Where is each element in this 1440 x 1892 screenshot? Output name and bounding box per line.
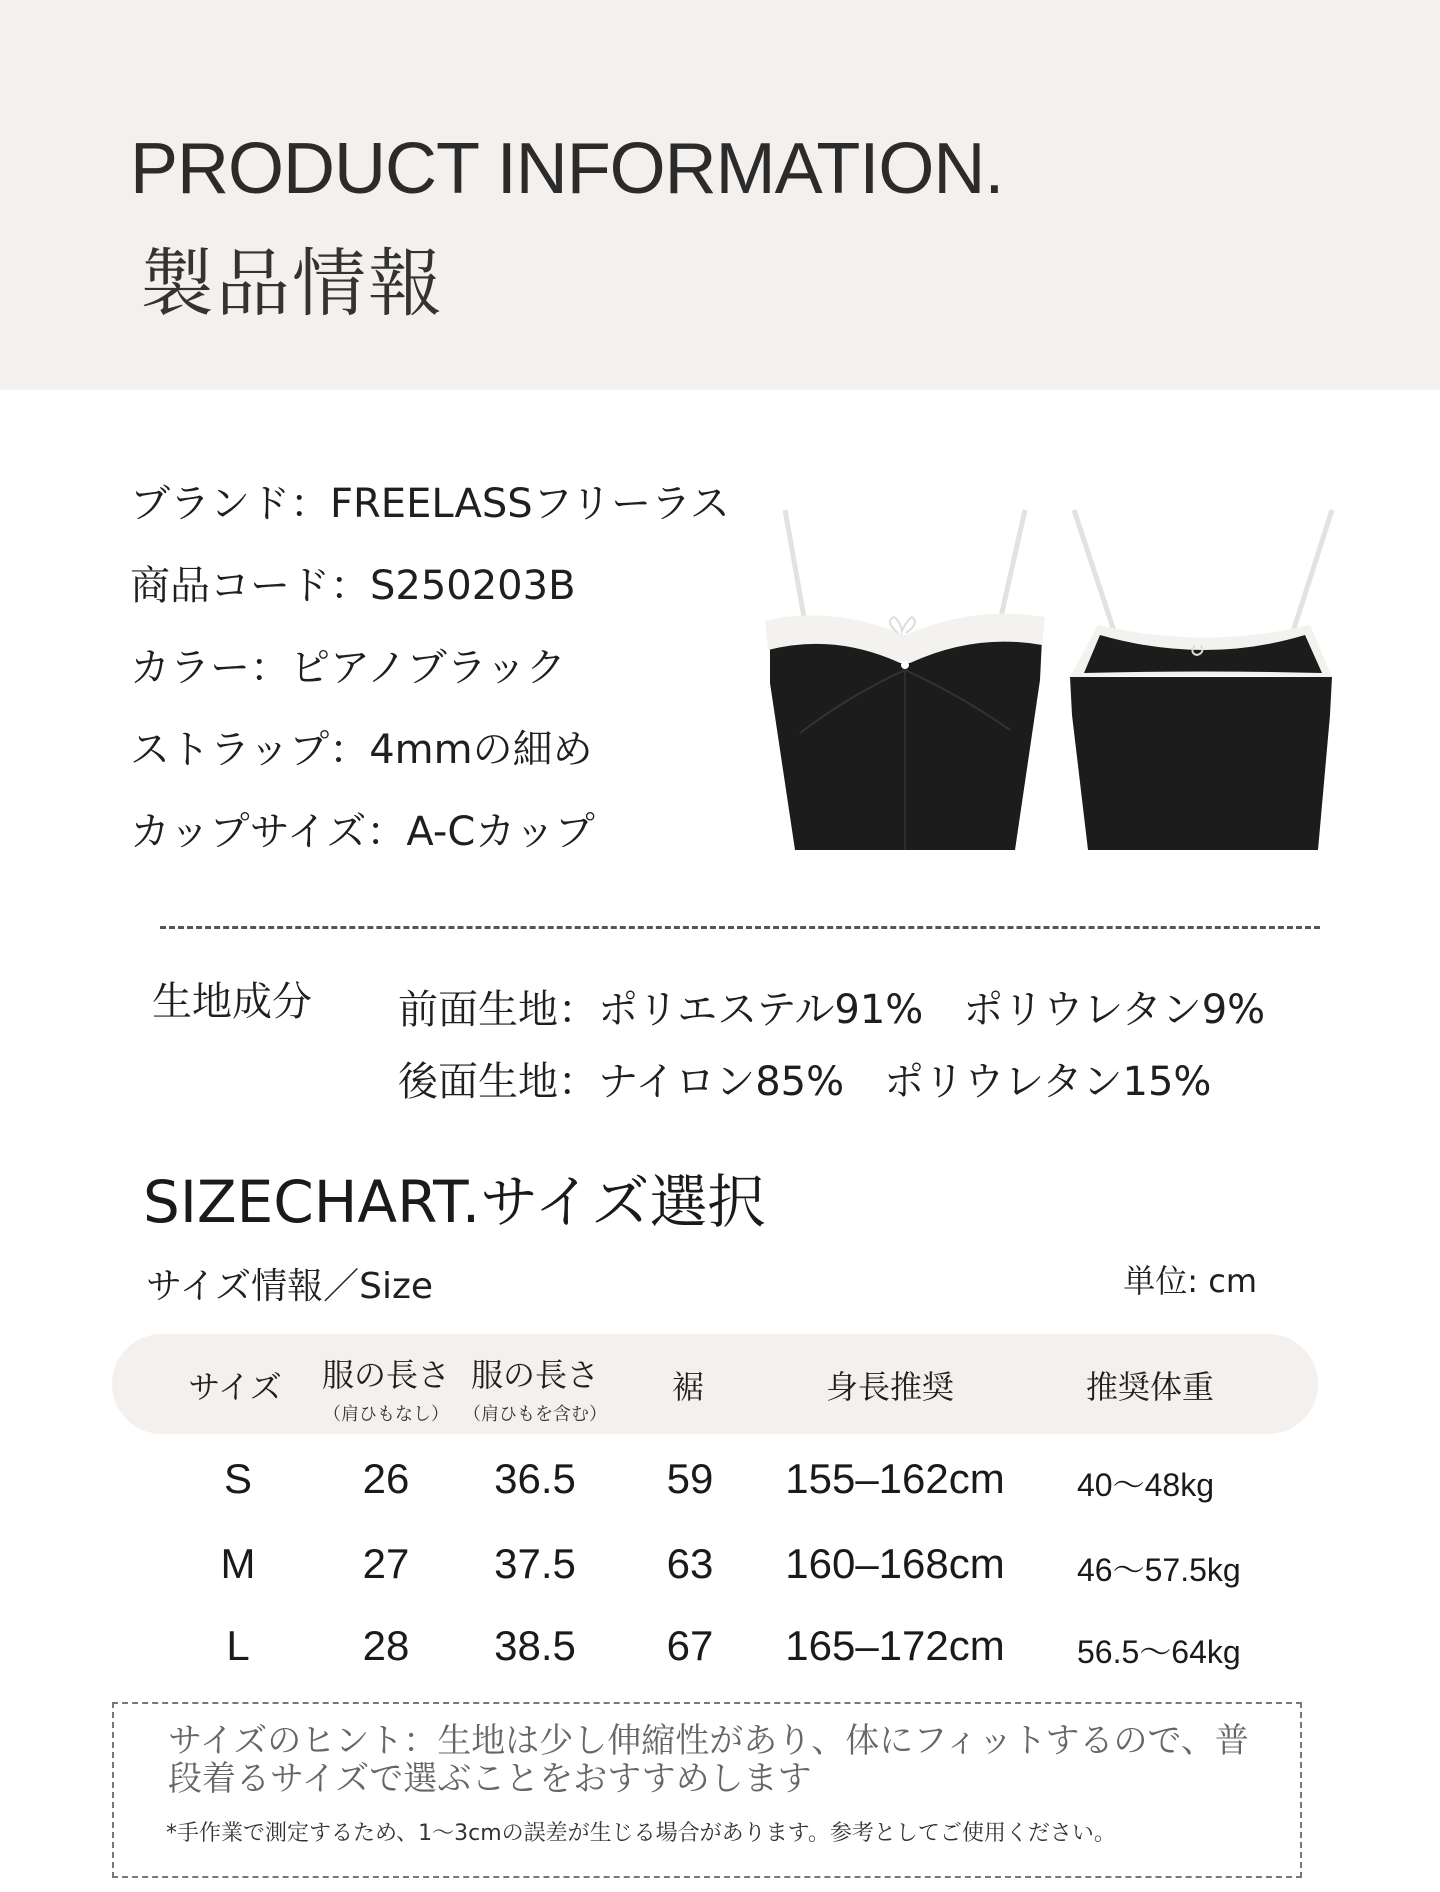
spec-strap: ストラップ：4mmの細め xyxy=(130,727,593,773)
cell-length-strap: 38.5 xyxy=(494,1622,576,1669)
product-front-image xyxy=(760,505,1050,855)
table-header-height: 身長推奨 xyxy=(825,1368,954,1406)
unit-label: 単位: cm xyxy=(1123,1262,1257,1300)
fabric-back: 後面生地：ナイロン85% ポリウレタン15% xyxy=(398,1059,1212,1105)
cell-length-strap: 36.5 xyxy=(494,1455,576,1502)
table-header-length-no-strap: 服の長さ （肩ひもなし） xyxy=(321,1356,450,1425)
page-title-jp: 製品情報 xyxy=(140,241,444,327)
cell-length: 26 xyxy=(362,1455,410,1502)
cell-hem: 59 xyxy=(666,1455,714,1502)
size-chart-subtitle: サイズ情報／Size xyxy=(146,1266,434,1307)
product-back-image xyxy=(1060,505,1350,855)
spec-cup-size: カップサイズ：A-Cカップ xyxy=(130,809,595,855)
cell-size: M xyxy=(220,1540,256,1587)
cell-length: 27 xyxy=(362,1540,410,1587)
size-hint-box xyxy=(112,1702,1302,1878)
fabric-label: 生地成分 xyxy=(152,979,312,1025)
cell-height: 160–168cm xyxy=(785,1540,1005,1587)
header-banner xyxy=(0,0,1440,390)
measurement-disclaimer: *手作業で測定するため、1〜3cmの誤差が生じる場合があります。参考としてご使用ください。 xyxy=(166,1821,1116,1846)
cell-size: L xyxy=(226,1622,250,1669)
table-header-length-with-strap: 服の長さ （肩ひもを含む） xyxy=(463,1356,607,1425)
spec-color: カラー：ピアノブラック xyxy=(130,645,566,691)
cell-hem: 67 xyxy=(666,1622,714,1669)
cell-hem: 63 xyxy=(666,1540,714,1587)
spec-brand: ブランド：FREELASSフリーラス xyxy=(130,481,730,527)
section-divider xyxy=(160,926,1320,929)
cell-length: 28 xyxy=(362,1622,410,1669)
size-hint-text: サイズのヒント：生地は少し伸縮性があり、体にフィットするので、普段着るサイズで選ぶことをおすすめします xyxy=(168,1721,1249,1799)
table-header-hem: 裾 xyxy=(671,1368,704,1406)
cell-length-strap: 37.5 xyxy=(494,1540,576,1587)
fabric-front: 前面生地：ポリエステル91% ポリウレタン9% xyxy=(398,987,1266,1033)
table-header-size: サイズ xyxy=(188,1368,282,1406)
page-title-en: PRODUCT INFORMATION. xyxy=(130,129,1004,209)
cell-weight: 56.5〜64kg xyxy=(1077,1634,1241,1670)
table-header-weight: 推奨体重 xyxy=(1085,1368,1214,1406)
cell-weight: 46〜57.5kg xyxy=(1077,1552,1241,1588)
cell-height: 165–172cm xyxy=(785,1622,1005,1669)
cell-size: S xyxy=(223,1455,252,1502)
size-chart-title: SIZECHART.サイズ選択 xyxy=(143,1168,766,1236)
cell-weight: 40〜48kg xyxy=(1077,1467,1214,1503)
cell-height: 155–162cm xyxy=(785,1455,1005,1502)
spec-product-code: 商品コード：S250203B xyxy=(130,563,576,609)
